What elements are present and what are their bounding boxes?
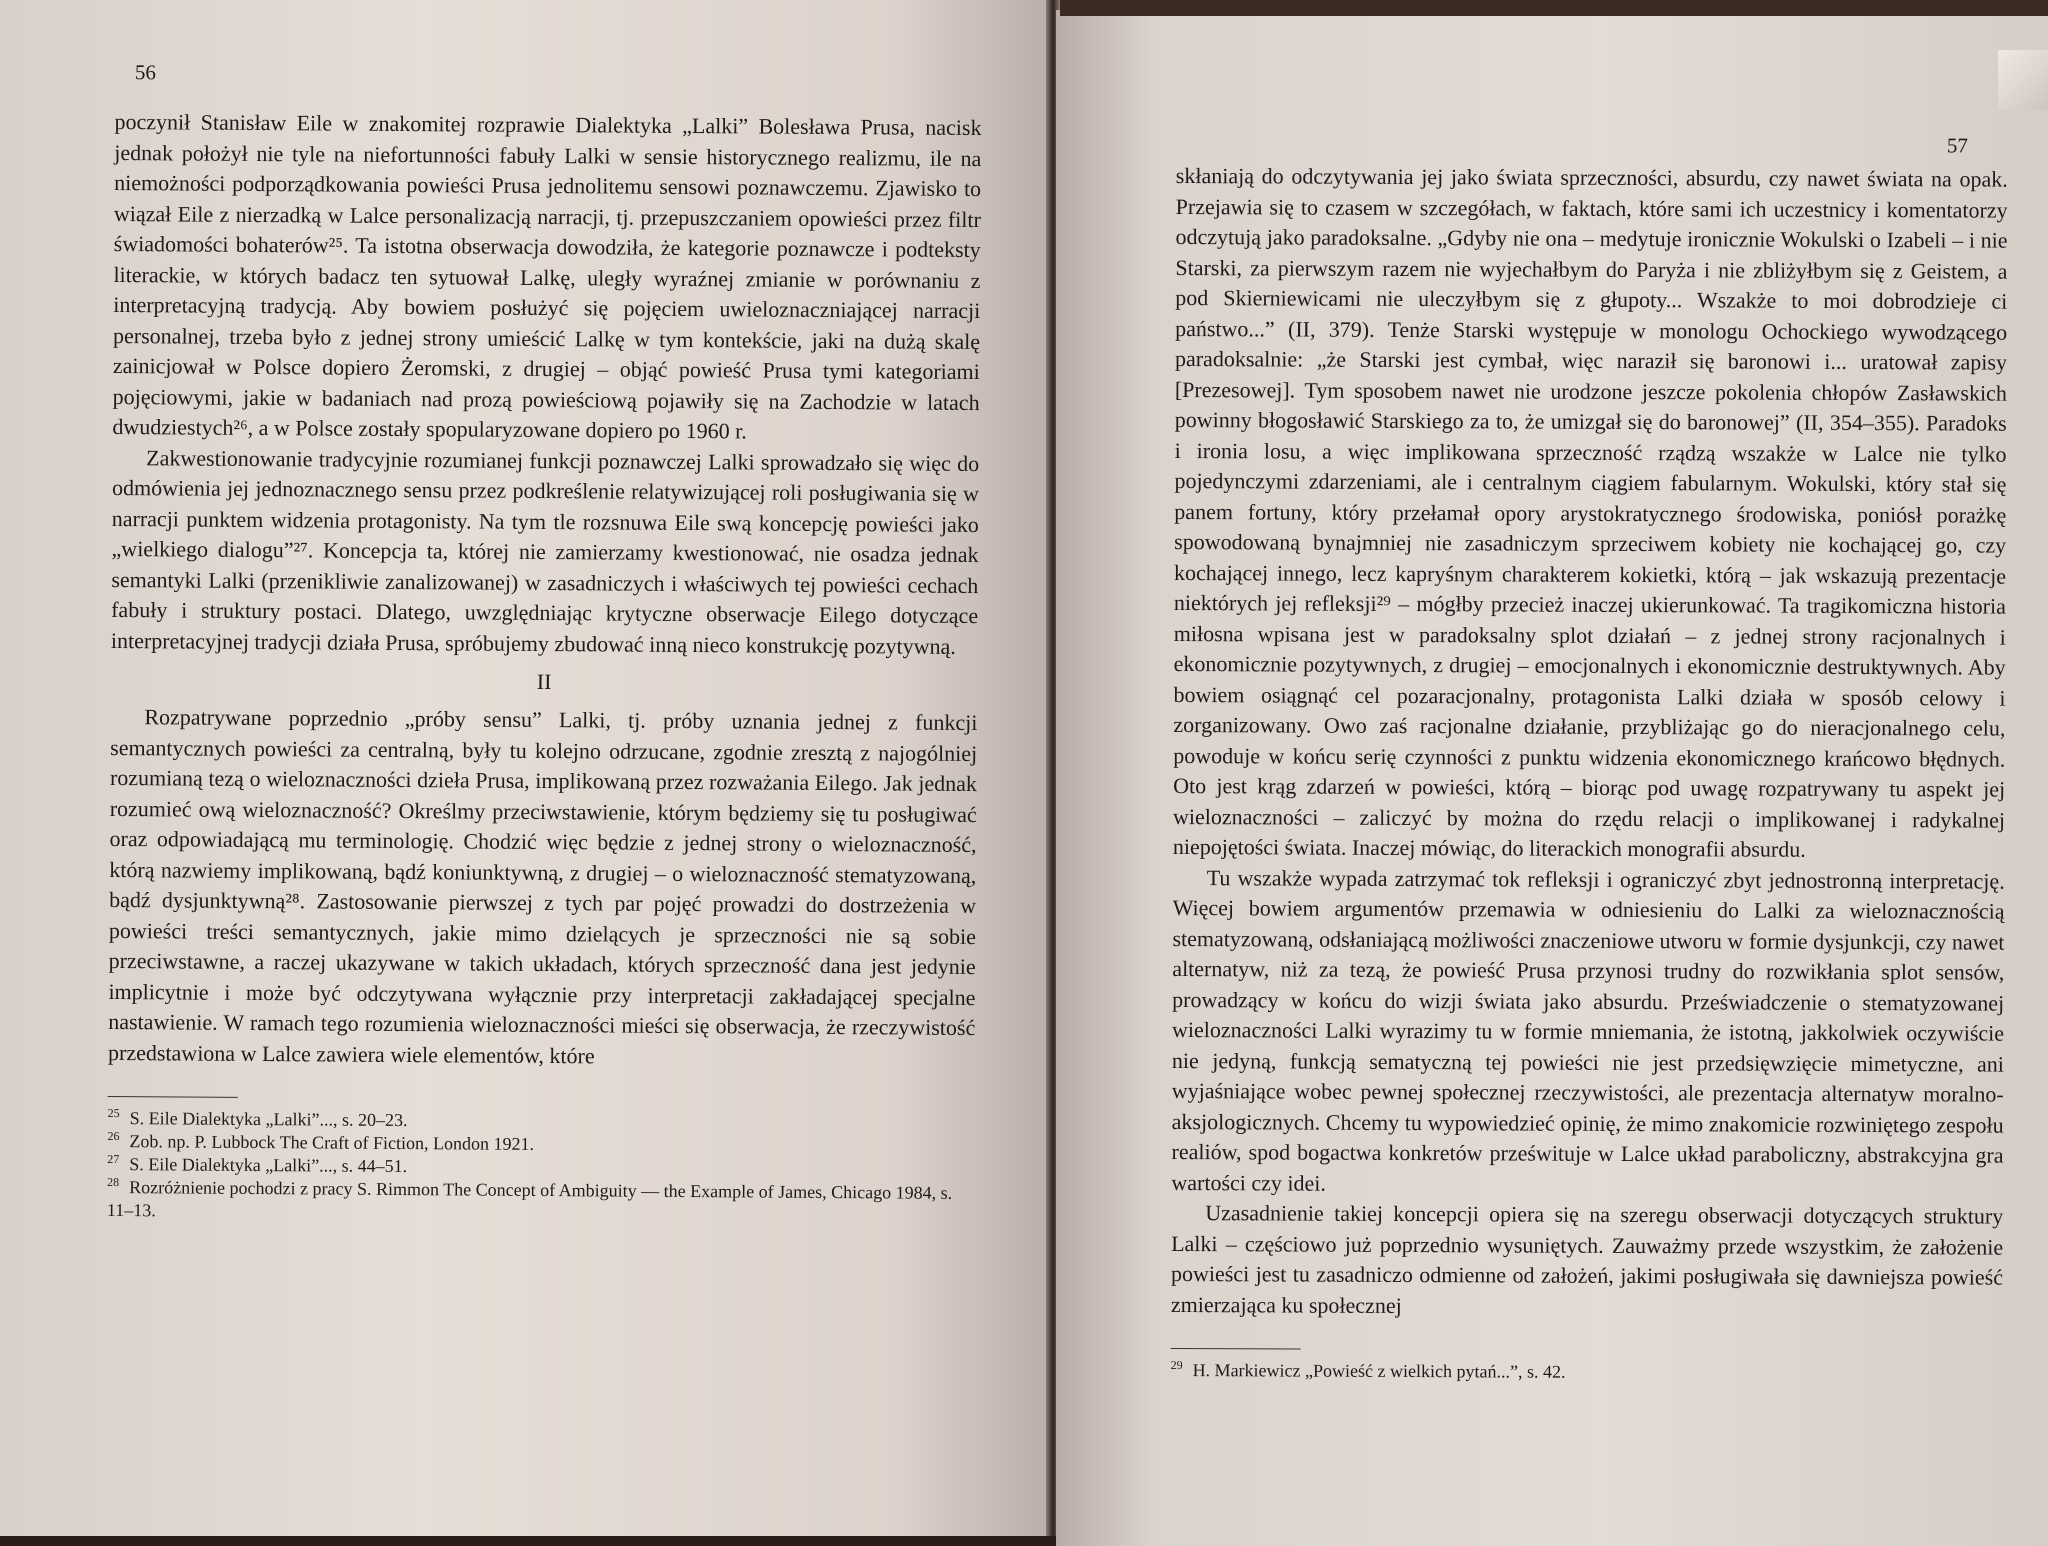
left-page-body (107, 60, 982, 1228)
footnote-rule (108, 1096, 238, 1098)
footnote-rule (1171, 1348, 1301, 1350)
footnote: $^{29}$ H. Markiewicz „Powieść z wielkich pytań...”, s. 42. (1170, 1357, 1566, 1382)
right-page (1056, 10, 2048, 1546)
page-number-right: 57 (1946, 133, 1968, 158)
footnote: $^{27}$ S. Eile Dialektyka „Lalki”..., s. 44–51. (107, 1151, 408, 1177)
page-corner (1998, 50, 2048, 110)
footnote: $^{25}$ S. Eile Dialektyka „Lalki”..., s. 20–23. (107, 1105, 408, 1131)
left-paragraph-3: Rozpatrywane poprzednio „próby sensu” Lalki, tj. próby uznania jednej z funkcji semantycznych powieści za centralną, były tu kolejno odrzucane, zgodnie zresztą z najogólniej rozumianą tezą o wieloznaczności dzieła Prusa, implikowaną przez rozważania Eilego. Jak jednak rozumieć ową wieloznaczność? Określmy przeciwstawienie, którym będziemy się tu posługiwać oraz odpowiadającą mu terminologię. Chodzić więc będzie z jednej strony o wieloznaczność, którą nazwiemy implikowaną, bądź koniunktywną, z drugiej – o wieloznaczność stematyzowaną, bądź dysjunktywną²⁸. Zastosowanie pierwszej z tych par pojęć prowadzi do dostrzeżenia w powieści treści semantycznych, jakie mimo dzielących je sprzeczności nie są sobie przeciwstawne, a raczej ukazywane w takich układach, których sprzeczność dana jest jedynie implicytnie i może być odczytywana wyłącznie przy interpretacji zakładającej specjalne nastawienie. W ramach tego rozumienia wieloznaczności mieści się obserwacja, że rzeczywistość przedstawiona w Lalce zawiera wiele elementów, które (107, 704, 978, 1068)
footnotes-left (107, 1107, 975, 1228)
footnote: $^{26}$ Zob. np. P. Lubbock The Craft of Fiction, London 1921. (107, 1128, 535, 1154)
page-number-left: 56 (134, 60, 156, 85)
background-edge (1060, 0, 2048, 16)
footnote: $^{28}$ Rozróżnienie pochodzi z pracy S. Rimmon The Concept of Ambiguity — the Example of James, Chicago 1984, s. 11–13. (106, 1174, 953, 1221)
right-paragraph-2: Tu wszakże wypada zatrzymać tok refleksji i ograniczyć zbyt jednostronną interpretację. Więcej bowiem argumentów przemawia w odniesieniu do Lalki za wieloznacznością stematyzowaną, odsłaniającą możliwości znaczeniowe utworu w formie dysjunkcji, czy nawet alternatyw, niż za tezą, że powieść Prusa przynosi trudny do rozwikłania splot sensów, prowadzący w końcu do wizji świata jako absurdu. Przeświadczenie o stematyzowanej wieloznaczności Lalki wyrazimy tu w formie mniemania, że istotną, jakkolwiek oczywiście nie jedyną, funkcją sematyczną tej powieści nie jest przedsięwzięcie mimetyczne, ani wyjaśniające wobec pewnej społecznej rzeczywistości, ale prezentacja alternatyw moralno-aksjologicznych. Chcemy tu wypowiedzieć opinię, że mimo znakomicie rozwiniętego zespołu realiów, spod bogactwa konkretów prześwituje w Lalce układ paraboliczny, abstrakcyjna gra wartości czy idei. (1171, 864, 2005, 1196)
right-paragraph-3: Uzasadnienie takiej koncepcji opiera się na szeregu obserwacji dotyczących struktury Lalki – częściowo już poprzednio wysuniętych. Zauważmy przede wszystkim, że założenie powieści jest tu zasadniczo odmienne od założeń, jakimi posługiwała się dawniejsza powieść zmierzająca ku społecznej (1170, 1200, 2004, 1318)
left-paragraph-2: Zakwestionowanie tradycyjnie rozumianej funkcji poznawczej Lalki sprowadzało się więc do odmówienia jej jednoznacznego sensu przez podkreślenie relatywizującej roli posługiwania się w narracji punktem widzenia protagonisty. Na tym tle rozsnuwa Eile swą koncepcję powieści jako „wielkiego dialogu”²⁷. Koncepcja ta, której nie zamierzamy kwestionować, nie osadza jednak semantyki Lalki (przenikliwie zanalizowanej) w zasadniczych i właściwych tej powieści cechach fabuły i struktury postaci. Dlatego, uwzględniając krytyczne obserwacje Eilego dotyczące interpretacyjnej tradycji działa Prusa, spróbujemy zbudować inną nieco konstrukcję pozytywną. (110, 444, 980, 659)
section-heading: II (536, 668, 552, 695)
right-page-body (1171, 130, 2008, 1386)
footnotes-right (1171, 1359, 2003, 1386)
right-paragraph-1: skłaniają do odczytywania jej jako świata sprzeczności, absurdu, czy nawet świata na opak. Przejawia się to czasem w szczegółach, w faktach, które sami ich uczestnicy i komentatorzy odczytują jako paradoksalne. „Gdyby nie ona – medytuje ironicznie Wokulski o Izabeli – i nie Starski, za pierwszym razem nie wyjechałbym do Paryża i nie zbliżyłbym się z Geistem, a pod Skierniewicami nie uleczyłbym się z głupoty... Wszakże to moi dobrodzieje ci państwo...” (II, 379). Tenże Starski występuje w monologu Ochockiego wywodzącego paradoksalnie: „że Starski jest cymbał, więc naraził się baronowi i... uratował zapisy [Prezesowej]. Tym sposobem nawet nie urodzone jeszcze pokolenia chłopów Zasławskich powinny błogosławić Starskiego za to, że umizgał się do baronowej” (II, 354–355). Paradoks i ironia losu, a więc implikowana sprzeczność rządzą wszakże w Lalce nie tylko pojedynczymi zdarzeniami, ale i centralnym ciągiem fabularnym. Wokulski, który stał się panem fortuny, który przełamał opory arystokratycznego środowiska, poniósł porażkę spowodowaną bynajmniej nie zasadniczym sprzeciwem kobiety nie kochającej go, czy kochającej innego, lecz kapryśnym charakterem kokietki, którą – jak wskazują prezentacje niektórych jej refleksji²⁹ – mógłby przecież inaczej ukierunkować. Ta tragikomiczna historia miłosna wpisana jest w paradoksalny splot działań – z jednej strony racjonalnych i ekonomicznie pozytywnych, z drugiej – emocjonalnych i ekonomicznie destruktywnych. Aby bowiem osiągnąć cel pozaracjonalny, protagonista Lalki działa w sposób celowy i zorganizowany. Owo zaś racjonalne działanie, przybliżając go do nieracjonalnego celu, powoduje w końcu serię czynności z punktu widzenia ekonomicznego krańcowo błędnych. Oto jest krąg zdarzeń w powieści, którą – biorąc pod uwagę rozpatrywany tu aspekt jej wieloznaczności – zaliczyć by można do rzędu relacji o implikowanej i radykalnej niepojętości świata. Inaczej mówiąc, do literackich monografii absurdu. (1172, 162, 2008, 862)
left-paragraph-1: poczynił Stanisław Eile w znakomitej rozprawie Dialektyka „Lalki” Bolesława Prusa, nacisk jednak położył nie tyle na niefortunności fabuły Lalki w sensie historycznego realizmu, ile na niemożności podporządkowania powieści Prusa jednolitemu sensowi poznawczemu. Zjawisko to wiązał Eile z nierzadką w Lalce personalizacją narracji, tj. przepuszczaniem opowieści przez filtr świadomości bohaterów²⁵. Ta istotna obserwacja dowodziła, że kategorie poznawcze i podteksty literackie, w których badacz ten sytuował Lalkę, uległy wyraźnej zmianie w porównaniu z interpretacyjną tradycją. Aby bowiem posłużyć się pojęciem uwieloznaczniającej narracji personalnej, trzeba było z jednej strony umieścić Lalkę w tym kontekście, jaki na dużą skalę zainicjował w Polsce dopiero Żeromski, z drugiej – objąć powieść Prusa tymi kategoriami pojęciowymi, jakie w badaniach nad prozą powieściową pojawiły się na Zachodzie w latach dwudziestych²⁶, a w Polsce zostały spopularyzowane dopiero po 1960 r. (112, 108, 982, 444)
